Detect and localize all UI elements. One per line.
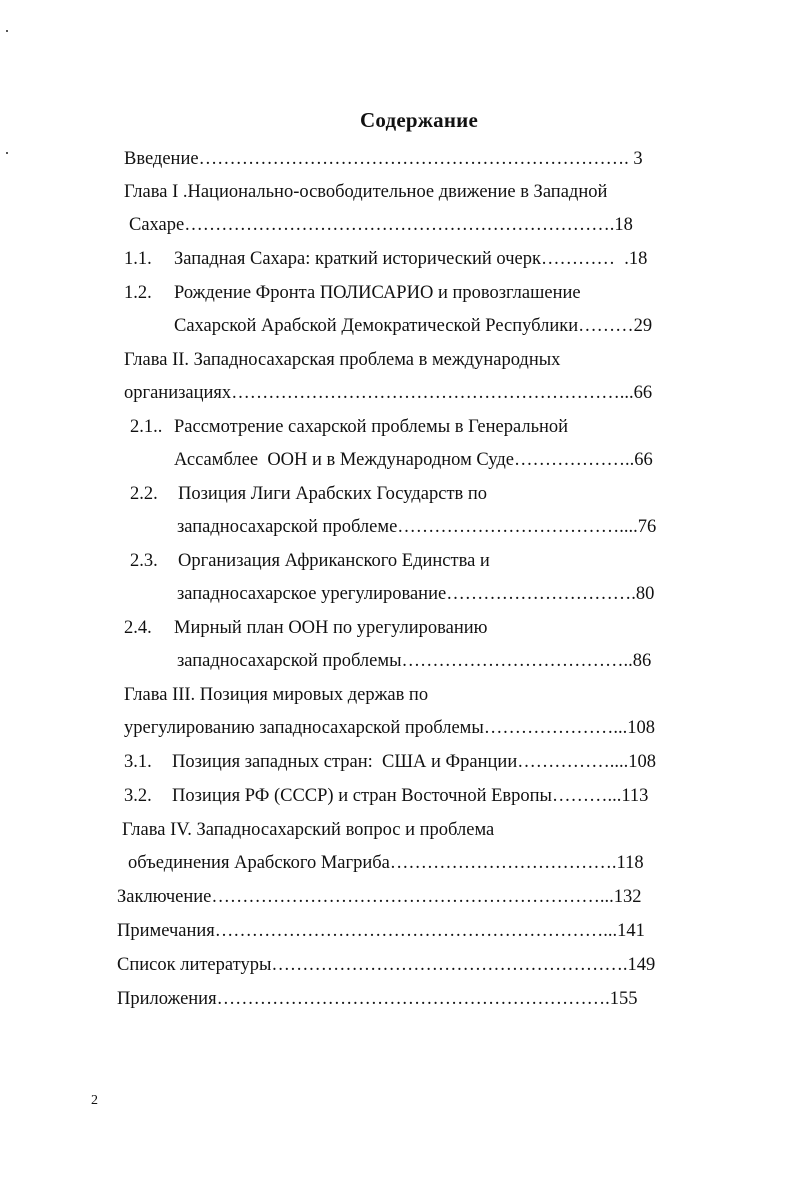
toc-entry-title: Ассамблее ООН и в Международном Суде [174, 450, 514, 470]
toc-leader: ……….. [551, 786, 617, 806]
toc-leader: ……… [578, 316, 634, 336]
toc-entry-section-2-3[interactable] [130, 548, 490, 574]
scan-margin-mark [6, 30, 8, 32]
toc-page-number: .149 [622, 955, 656, 975]
toc-entry-title: Примечания [117, 921, 215, 941]
toc-entry-title: Западная Сахара: краткий исторический очерк [174, 249, 541, 269]
toc-page-number: .18 [614, 249, 648, 269]
toc-entry-section-3-1[interactable] [124, 749, 656, 775]
toc-entry-section-1-1[interactable] [124, 246, 647, 272]
toc-entry-section-2-2[interactable] [130, 481, 487, 507]
toc-entry-title: организациях [124, 383, 232, 403]
toc-leader: ………………………………. [401, 651, 629, 671]
toc-entry-appendices[interactable] [117, 986, 637, 1012]
toc-section-number: 3.2. [124, 786, 152, 806]
toc-entry-title: Введение [124, 149, 199, 169]
toc-leader: ……………………………………………………….. [211, 887, 610, 907]
toc-page-number: ..76 [628, 517, 657, 537]
toc-leader: ……………………………………………………………. [198, 149, 629, 169]
toc-entry-title: Позиция Лиги Арабских Государств по [178, 484, 488, 504]
toc-page-number: .113 [616, 786, 649, 806]
toc-entry-chapter-4-cont[interactable] [128, 850, 644, 876]
toc-leader: ………… [540, 249, 615, 269]
toc-page-number: .108 [622, 718, 655, 738]
toc-page-number: .80 [631, 584, 655, 604]
toc-entry-title: Глава I .Национально-освободительное движение в Западной [124, 182, 608, 202]
toc-entry-title: западносахарское урегулирование [177, 584, 447, 604]
toc-entry-notes[interactable] [117, 918, 645, 944]
toc-entry-chapter-2[interactable] [124, 347, 560, 373]
toc-entry-title: Позиция западных стран: США и Франции [172, 752, 518, 772]
toc-entry-title: Сахарской Арабской Демократической Республики [174, 316, 579, 336]
toc-entry-introduction[interactable] [124, 146, 643, 172]
toc-entry-section-2-1[interactable] [130, 414, 568, 440]
toc-entry-bibliography[interactable] [117, 952, 655, 978]
toc-entry-section-2-3-cont[interactable] [177, 581, 654, 607]
toc-page-number: ..108 [618, 752, 656, 772]
toc-section-number: 3.1. [124, 752, 152, 772]
scan-margin-mark [6, 152, 8, 154]
toc-section-number: 2.4. [124, 618, 152, 638]
toc-page-number: .66 [629, 450, 653, 470]
toc-page-number: 29 [633, 316, 653, 336]
toc-entry-title: Организация Африканского Единства и [178, 551, 490, 571]
toc-entry-title: Позиция РФ (СССР) и стран Восточной Европы [172, 786, 552, 806]
toc-entry-title: Рождение Фронта ПОЛИСАРИО и провозглашение [174, 283, 581, 303]
toc-leader: ……………………………….. [397, 517, 629, 537]
toc-entry-title: Приложения [117, 989, 217, 1009]
toc-entry-section-2-4[interactable] [124, 615, 488, 641]
toc-entry-title: Глава II. Западносахарская проблема в международных [124, 350, 561, 370]
toc-section-number: 1.2. [124, 283, 152, 303]
toc-entry-chapter-2-cont[interactable] [124, 380, 652, 406]
toc-entry-title: Сахаре [129, 215, 185, 235]
toc-page-number: .155 [605, 989, 638, 1009]
toc-page-number: .141 [612, 921, 645, 941]
toc-entry-title: объединения Арабского Магриба [128, 853, 390, 873]
toc-section-number: 2.2. [130, 484, 158, 504]
toc-page-number: ..66 [624, 383, 653, 403]
toc-entry-title: урегулированию западносахарской проблемы [124, 718, 484, 738]
toc-page-number: 3 [628, 149, 643, 169]
toc-leader: ………………………………………………………. [231, 383, 625, 403]
toc-entry-title: Список литературы [117, 955, 272, 975]
toc-entry-title: Мирный план ООН по урегулированию [174, 618, 488, 638]
toc-leader: ……………………………………………………… [216, 989, 606, 1009]
toc-section-number: 2.1.. [130, 417, 163, 437]
toc-entry-title: Рассмотрение сахарской проблемы в Генеральной [174, 417, 569, 437]
toc-entry-title: Глава III. Позиция мировых держав по [124, 685, 429, 705]
toc-leader: ………………. [513, 450, 630, 470]
toc-entry-section-3-2[interactable] [124, 783, 648, 809]
toc-page-number: 118 [616, 853, 644, 873]
toc-page-number: .132 [609, 887, 642, 907]
toc-section-number: 1.1. [124, 249, 152, 269]
toc-leader: ………………………………………………… [271, 955, 623, 975]
toc-leader: ………………….. [483, 718, 623, 738]
toc-entry-title: Заключение [117, 887, 212, 907]
toc-entry-title: западносахарской проблеме [177, 517, 398, 537]
toc-entry-chapter-1[interactable] [124, 179, 607, 205]
toc-entry-section-1-2[interactable] [124, 280, 581, 306]
page-number: 2 [91, 1093, 98, 1108]
toc-page-number: .86 [628, 651, 652, 671]
toc-leader: ………………………… [446, 584, 632, 604]
toc-entry-section-2-4-cont[interactable] [177, 648, 651, 674]
toc-leader: ……………………………………………………………. [184, 215, 615, 235]
toc-entry-title: Глава IV. Западносахарский вопрос и проблема [122, 820, 495, 840]
toc-leader: …………….. [517, 752, 619, 772]
toc-leader: ……………………………………………………….. [214, 921, 613, 941]
toc-section-number: 2.3. [130, 551, 158, 571]
toc-entry-chapter-3[interactable] [124, 682, 428, 708]
toc-entry-section-2-2-cont[interactable] [177, 514, 656, 540]
toc-entry-chapter-3-cont[interactable] [124, 715, 655, 741]
toc-leader: ………………………………. [389, 853, 617, 873]
toc-entry-chapter-1-cont[interactable] [129, 212, 633, 238]
page-title: Содержание [360, 108, 478, 132]
toc-entry-section-1-2-cont[interactable] [174, 313, 652, 339]
toc-entry-title: западносахарской проблемы [177, 651, 402, 671]
toc-entry-conclusion[interactable] [117, 884, 641, 910]
toc-entry-section-2-1-cont[interactable] [174, 447, 653, 473]
toc-page-number: 18 [614, 215, 633, 235]
toc-entry-chapter-4[interactable] [122, 817, 494, 843]
